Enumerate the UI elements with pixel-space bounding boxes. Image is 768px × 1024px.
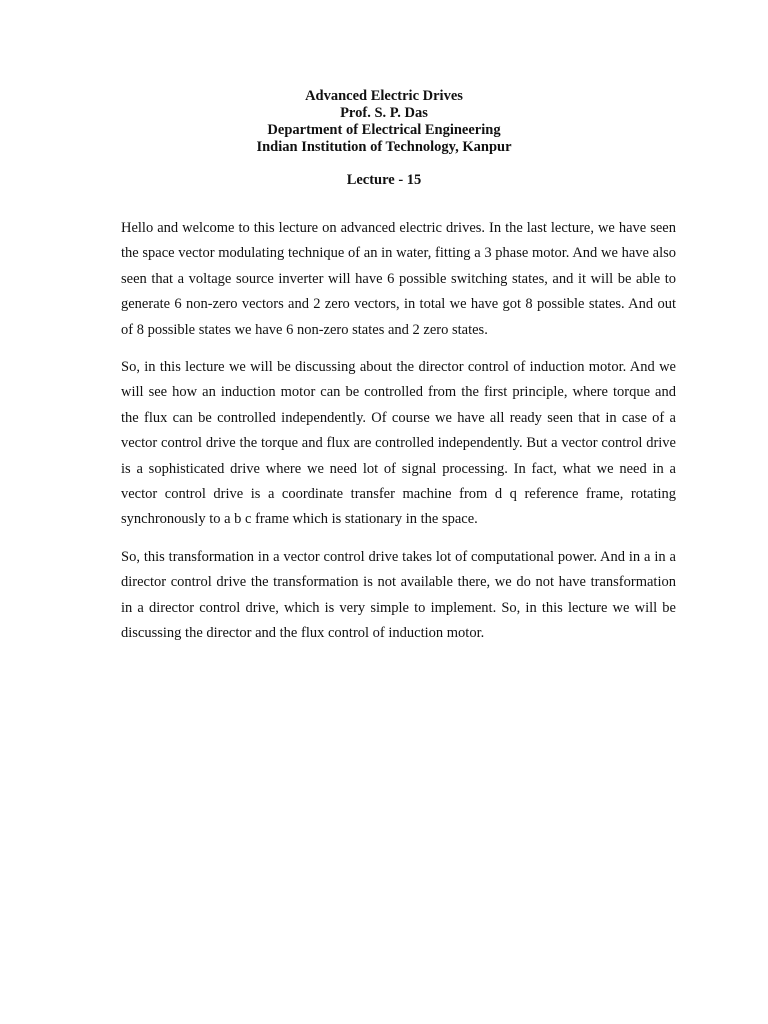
- document-header: [0, 88, 768, 156]
- lecture-number: Lecture - 15: [346, 172, 422, 188]
- institute-name: Indian Institution of Technology, Kanpur: [256, 139, 512, 155]
- professor-name: Prof. S. P. Das: [340, 105, 428, 121]
- lecture-body: [121, 216, 676, 659]
- paragraph-1: Hello and welcome to this lecture on advanced electric drives. In the last lecture, we have seen the space vector modulating technique of an in water, fitting a 3 phase motor. And we have also seen that a voltage source inverter will have 6 possible switching states, and it will be able to generate 6 non-zero vectors and 2 zero vectors, in total we have got 8 possible states. And out of 8 possible states we have 6 non-zero states and 2 zero states.: [121, 220, 676, 338]
- paragraph-3: So, this transformation in a vector control drive takes lot of computational power. And in a in a director control drive the transformation is not available there, we do not have transformation in a director control drive, which is very simple to implement. So, in this lecture we will be discussing the director and the flux control of induction motor.: [121, 548, 676, 642]
- course-title: Advanced Electric Drives: [305, 88, 463, 104]
- paragraph-2: So, in this lecture we will be discussing about the director control of induction motor. And we will see how an induction motor can be controlled from the first principle, where torque and the flux can be controlled independently. Of course we have all ready seen that in case of a vector control drive the torque and flux are controlled independently. But a vector control drive is a sophisticated drive where we need lot of signal processing. In fact, what we need in a vector control drive is a coordinate transfer machine from d q reference frame, rotating synchronously to a b c frame which is stationary in the space.: [121, 359, 676, 528]
- department-name: Department of Electrical Engineering: [267, 122, 501, 138]
